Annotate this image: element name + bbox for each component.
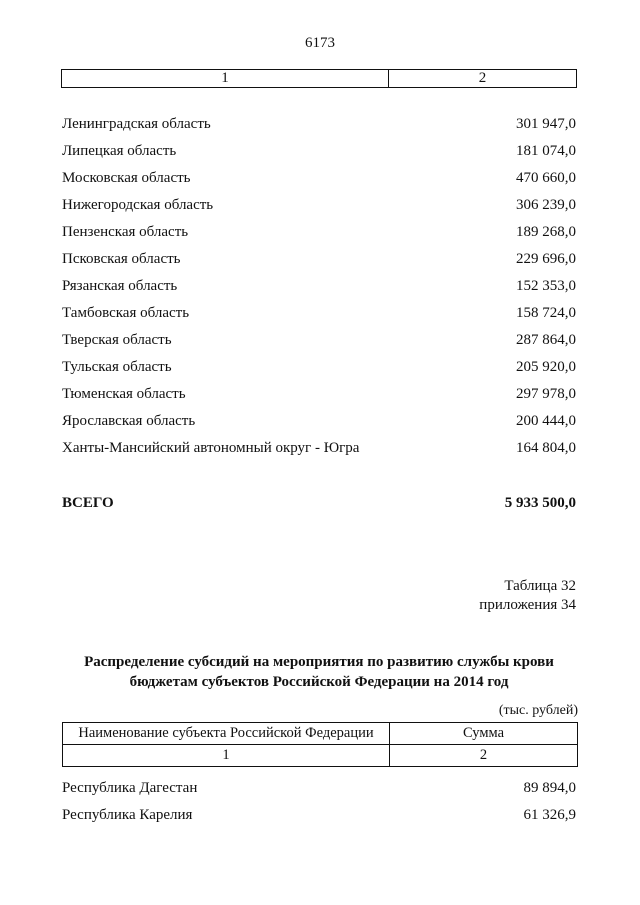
- region-amount: 306 239,0: [516, 196, 576, 213]
- region-name: Тверская область: [62, 331, 172, 348]
- region-amount: 189 268,0: [516, 223, 576, 240]
- region-name: Ярославская область: [62, 412, 196, 429]
- table-row: [62, 276, 576, 296]
- region-amount: 297 978,0: [516, 385, 576, 402]
- table-row: [62, 778, 576, 798]
- region-name: Тюменская область: [62, 385, 186, 402]
- table-row: [62, 411, 576, 431]
- region-name: Псковская область: [62, 250, 181, 267]
- region-amount: 164 804,0: [516, 439, 576, 456]
- total-amount: 5 933 500,0: [504, 494, 576, 511]
- region-name: Республика Дагестан: [62, 779, 198, 796]
- region-name: Рязанская область: [62, 277, 178, 294]
- table-row: [62, 249, 576, 269]
- region-name: Липецкая область: [62, 142, 177, 159]
- column-number-2: 2: [478, 70, 487, 86]
- region-amount: 200 444,0: [516, 412, 576, 429]
- header-row: [63, 723, 577, 744]
- column-number-1: 1: [62, 70, 389, 87]
- region-amount: 470 660,0: [516, 169, 576, 186]
- total-label: ВСЕГО: [62, 494, 114, 511]
- region-amount: 152 353,0: [516, 277, 576, 294]
- region-name: Пензенская область: [62, 223, 189, 240]
- page-number: 6173: [305, 35, 335, 51]
- region-amount: 61 326,9: [523, 806, 576, 823]
- table-row: [62, 114, 576, 134]
- region-amount: 158 724,0: [516, 304, 576, 321]
- unit-label: (тыс. рублей): [498, 703, 578, 718]
- header-subject-name: Наименование субъекта Российской Федерации: [63, 723, 390, 744]
- region-name: Ленинградская область: [62, 115, 211, 132]
- region-name: Ханты-Мансийский автономный округ - Югра: [62, 439, 360, 456]
- region-amount: 301 947,0: [516, 115, 576, 132]
- appendix-number: приложения 34: [479, 597, 576, 613]
- header-number-row: [63, 744, 577, 766]
- region-name: Нижегородская область: [62, 196, 214, 213]
- column-number-header: [61, 69, 577, 88]
- header-number-2: 2: [479, 747, 488, 763]
- region-amount: 229 696,0: [516, 250, 576, 267]
- table-row: [62, 330, 576, 350]
- header-amount: Сумма: [462, 725, 505, 741]
- table-row: [62, 438, 576, 458]
- title-line-1: Распределение субсидий на мероприятия по развитию службы крови: [84, 654, 554, 670]
- region-name: Тамбовская область: [62, 304, 190, 321]
- table-row: [62, 222, 576, 242]
- table-row: [62, 357, 576, 377]
- region-name: Республика Карелия: [62, 806, 193, 823]
- table-reference: [479, 577, 576, 615]
- region-amount: 89 894,0: [523, 779, 576, 796]
- region-name: Тульская область: [62, 358, 172, 375]
- region-amount: 181 074,0: [516, 142, 576, 159]
- table-title: [62, 652, 576, 692]
- table-number: Таблица 32: [504, 578, 576, 594]
- table-row: [62, 303, 576, 323]
- table-row: [62, 168, 576, 188]
- table-row: [62, 384, 576, 404]
- subsidy-table-header: [62, 722, 578, 767]
- header-number-1: 1: [63, 745, 390, 766]
- region-name: Московская область: [62, 169, 191, 186]
- table-row: [62, 805, 576, 825]
- table-row: [62, 195, 576, 215]
- title-line-2: бюджетам субъектов Российской Федерации на 2014 год: [129, 674, 509, 690]
- total-row: [62, 493, 576, 513]
- table-row: [62, 141, 576, 161]
- region-amount: 205 920,0: [516, 358, 576, 375]
- region-amount: 287 864,0: [516, 331, 576, 348]
